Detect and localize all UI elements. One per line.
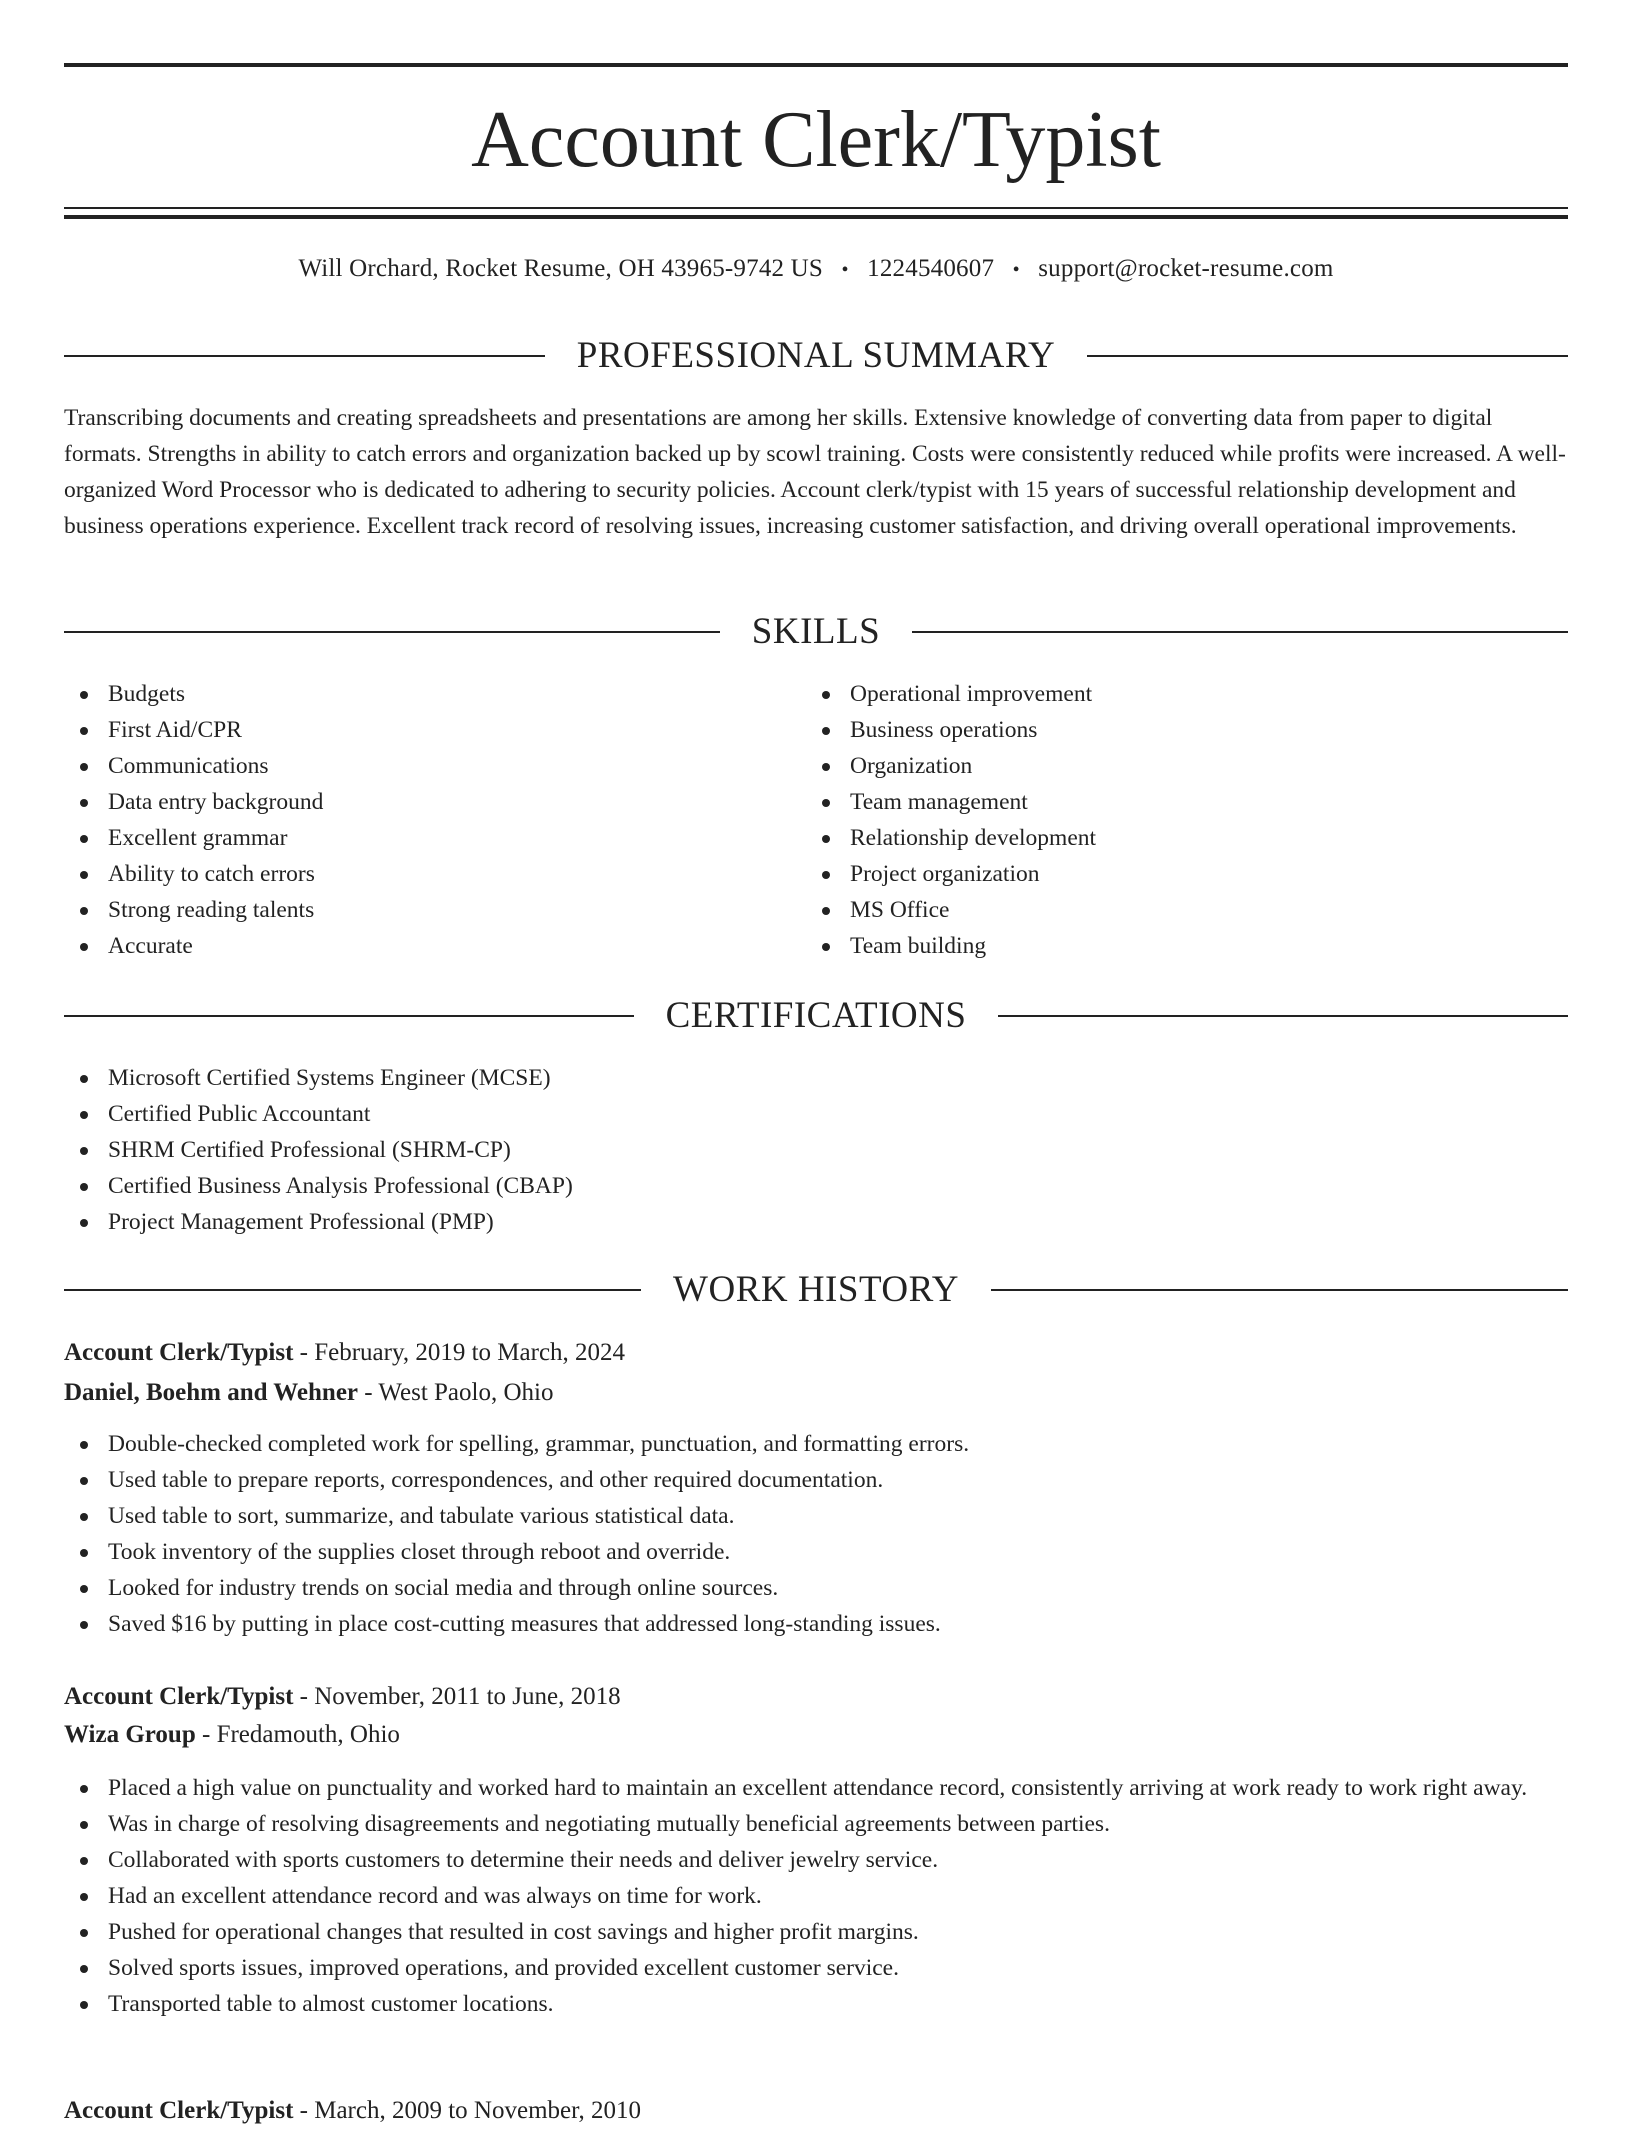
list-item: Certified Business Analysis Professional (CBAP) (64, 1168, 1568, 1204)
section-rule-left (64, 1015, 634, 1017)
list-item: Project organization (806, 856, 1506, 892)
job-dates: - February, 2019 to March, 2024 (293, 1339, 626, 1366)
header-bottom-rule-thick (64, 215, 1568, 219)
contact-address: Will Orchard, Rocket Resume, OH 43965-9742 US (298, 255, 824, 282)
list-item: Relationship development (806, 820, 1506, 856)
section-header-summary (64, 334, 1568, 378)
bullet-icon (822, 907, 830, 915)
list-item: Ability to catch errors (64, 856, 764, 892)
job-location: - Fredamouth, Ohio (195, 1721, 400, 1748)
bullet-icon (80, 1549, 88, 1557)
section-header-certifications (64, 994, 1568, 1038)
list-item: Project Management Professional (PMP) (64, 1204, 1568, 1240)
bullet-icon (80, 1821, 88, 1829)
section-rule-right (998, 1015, 1568, 1017)
bullet-icon (80, 1183, 88, 1191)
list-item: Used table to prepare reports, correspondences, and other required documentation. (64, 1462, 1568, 1498)
bullet-icon (822, 799, 830, 807)
bullet-icon (80, 763, 88, 771)
list-item: Pushed for operational changes that resulted in cost savings and higher profit margins. (64, 1914, 1568, 1950)
bullet-icon (80, 943, 88, 951)
bullet-icon (80, 727, 88, 735)
list-item: Collaborated with sports customers to determine their needs and deliver jewelry service. (64, 1842, 1568, 1878)
bullet-icon (822, 727, 830, 735)
list-item: Used table to sort, summarize, and tabulate various statistical data. (64, 1498, 1568, 1534)
list-item: Certified Public Accountant (64, 1096, 1568, 1132)
header-top-rule (64, 63, 1568, 67)
bullet-icon (80, 1585, 88, 1593)
bullet-icon (80, 1893, 88, 1901)
bullet-icon (80, 835, 88, 843)
bullet-icon (80, 1785, 88, 1793)
bullet-icon (822, 871, 830, 879)
summary-text: Transcribing documents and creating spreadsheets and presentations are among her skills. Extensive knowledge of converting data from paper to digital formats. Strengths in ability to catch errors and organization backed up by scowl training. Costs were consistently reduced while profits were increased. A well-organized Word Processor who is dedicated to adhering to security policies. Account clerk/typist with 15 years of successful relationship development and business operations experience. Excellent track record of resolving issues, increasing customer satisfaction, and driving overall operational improvements. (64, 405, 1566, 539)
section-rule-right (991, 1289, 1568, 1291)
list-item: MS Office (806, 892, 1506, 928)
list-item: Transported table to almost customer locations. (64, 1986, 1568, 2022)
certifications-list (64, 1060, 1568, 1240)
job-role: Account Clerk/Typist (64, 1683, 294, 1710)
list-item: First Aid/CPR (64, 712, 764, 748)
bullet-icon (80, 1477, 88, 1485)
job-company: Daniel, Boehm and Wehner (64, 1379, 359, 1406)
section-title-certifications: CERTIFICATIONS (665, 995, 967, 1036)
list-item: Data entry background (64, 784, 764, 820)
list-item: Communications (64, 748, 764, 784)
section-rule-left (64, 1289, 641, 1291)
list-item: Double-checked completed work for spelling, grammar, punctuation, and formatting errors. (64, 1426, 1568, 1462)
bullet-icon (80, 1621, 88, 1629)
job-dates: - November, 2011 to June, 2018 (293, 1683, 621, 1710)
bullet-icon (80, 1219, 88, 1227)
list-item: Microsoft Certified Systems Engineer (MCSE) (64, 1060, 1568, 1096)
job-bullets (64, 1770, 1568, 2022)
bullet-icon (80, 907, 88, 915)
bullet-icon (80, 1111, 88, 1119)
list-item: Excellent grammar (64, 820, 764, 856)
list-item: Took inventory of the supplies closet through reboot and override. (64, 1534, 1568, 1570)
job-company-line (64, 1716, 1568, 1754)
bullet-icon (80, 1929, 88, 1937)
bullet-icon (80, 1147, 88, 1155)
contact-phone: 1224540607 (867, 255, 995, 282)
contact-line (64, 252, 1568, 287)
list-item: Organization (806, 748, 1506, 784)
bullet-icon (80, 871, 88, 879)
bullet-icon (80, 691, 88, 699)
contact-separator: • (841, 259, 849, 281)
skills-list-left (64, 676, 764, 964)
section-rule-left (64, 631, 720, 633)
list-item: Strong reading talents (64, 892, 764, 928)
job-role: Account Clerk/Typist (64, 2097, 294, 2124)
job-bullets (64, 1426, 1568, 1642)
job-title-line (64, 1678, 1568, 1716)
job-location: - West Paolo, Ohio (358, 1379, 554, 1406)
list-item: Had an excellent attendance record and was always on time for work. (64, 1878, 1568, 1914)
section-header-work (64, 1268, 1568, 1312)
list-item: Looked for industry trends on social media and through online sources. (64, 1570, 1568, 1606)
list-item: Business operations (806, 712, 1506, 748)
job-company: Wiza Group (64, 1721, 196, 1748)
section-rule-left (64, 355, 545, 357)
bullet-icon (80, 2001, 88, 2009)
section-title-summary: PROFESSIONAL SUMMARY (576, 335, 1056, 376)
section-title-work: WORK HISTORY (673, 1269, 959, 1310)
bullet-icon (80, 1441, 88, 1449)
contact-separator: • (1012, 259, 1020, 281)
list-item: Team management (806, 784, 1506, 820)
job-company-line (64, 1374, 1568, 1412)
list-item: Saved $16 by putting in place cost-cutting measures that addressed long-standing issues. (64, 1606, 1568, 1642)
section-title-skills: SKILLS (751, 611, 881, 652)
list-item: SHRM Certified Professional (SHRM-CP) (64, 1132, 1568, 1168)
list-item: Accurate (64, 928, 764, 964)
list-item: Was in charge of resolving disagreements and negotiating mutually beneficial agreements between parties. (64, 1806, 1568, 1842)
bullet-icon (822, 943, 830, 951)
resume-title: Account Clerk/Typist (471, 96, 1161, 184)
list-item: Solved sports issues, improved operations, and provided excellent customer service. (64, 1950, 1568, 1986)
section-rule-right (1087, 355, 1568, 357)
list-item: Budgets (64, 676, 764, 712)
bullet-icon (80, 1857, 88, 1865)
bullet-icon (80, 799, 88, 807)
bullet-icon (80, 1075, 88, 1083)
section-header-skills (64, 610, 1568, 654)
list-item: Team building (806, 928, 1506, 964)
bullet-icon (80, 1513, 88, 1521)
header-bottom-rule-thin (64, 207, 1568, 209)
job-role: Account Clerk/Typist (64, 1339, 294, 1366)
section-rule-right (912, 631, 1568, 633)
bullet-icon (822, 691, 830, 699)
bullet-icon (822, 835, 830, 843)
bullet-icon (822, 763, 830, 771)
list-item: Placed a high value on punctuality and worked hard to maintain an excellent attendance record, consistently arriving at work ready to work right away. (64, 1770, 1568, 1806)
job-dates: - March, 2009 to November, 2010 (293, 2097, 641, 2124)
contact-email: support@rocket-resume.com (1038, 255, 1334, 282)
skills-list-right (806, 676, 1506, 964)
bullet-icon (80, 1965, 88, 1973)
job-title-line (64, 2092, 1568, 2130)
list-item: Operational improvement (806, 676, 1506, 712)
job-title-line (64, 1334, 1568, 1372)
